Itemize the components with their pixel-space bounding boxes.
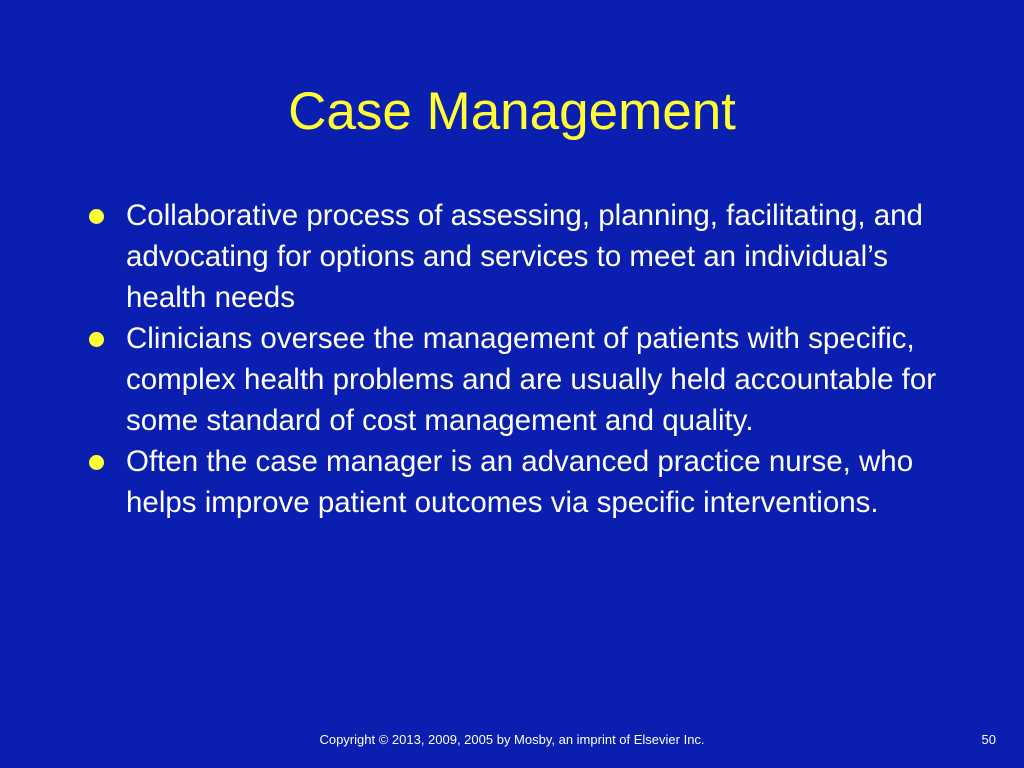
bullet-item xyxy=(85,195,965,318)
footer-copyright: Copyright © 2013, 2009, 2005 by Mosby, an imprint of Elsevier Inc. xyxy=(319,732,705,747)
bullet-text: Often the case manager is an advanced practice nurse, who helps improve patient outcomes via specific interventions. xyxy=(126,445,914,519)
slide-title: Case Management xyxy=(288,82,736,141)
bullet-text: Clinicians oversee the management of patients with specific, complex health problems and are usually held accountable for some standard of cost management and quality. xyxy=(126,322,937,437)
bullet-text: Collaborative process of assessing, planning, facilitating, and advocating for options and services to meet an individual’s health needs xyxy=(126,199,923,314)
bullet-item xyxy=(85,441,965,523)
bullet-dot-icon xyxy=(89,455,104,470)
bullet-item xyxy=(85,318,965,441)
bullet-list xyxy=(85,195,965,523)
bullet-dot-icon xyxy=(89,332,104,347)
bullet-dot-icon xyxy=(89,209,104,224)
page-number: 50 xyxy=(981,732,996,747)
